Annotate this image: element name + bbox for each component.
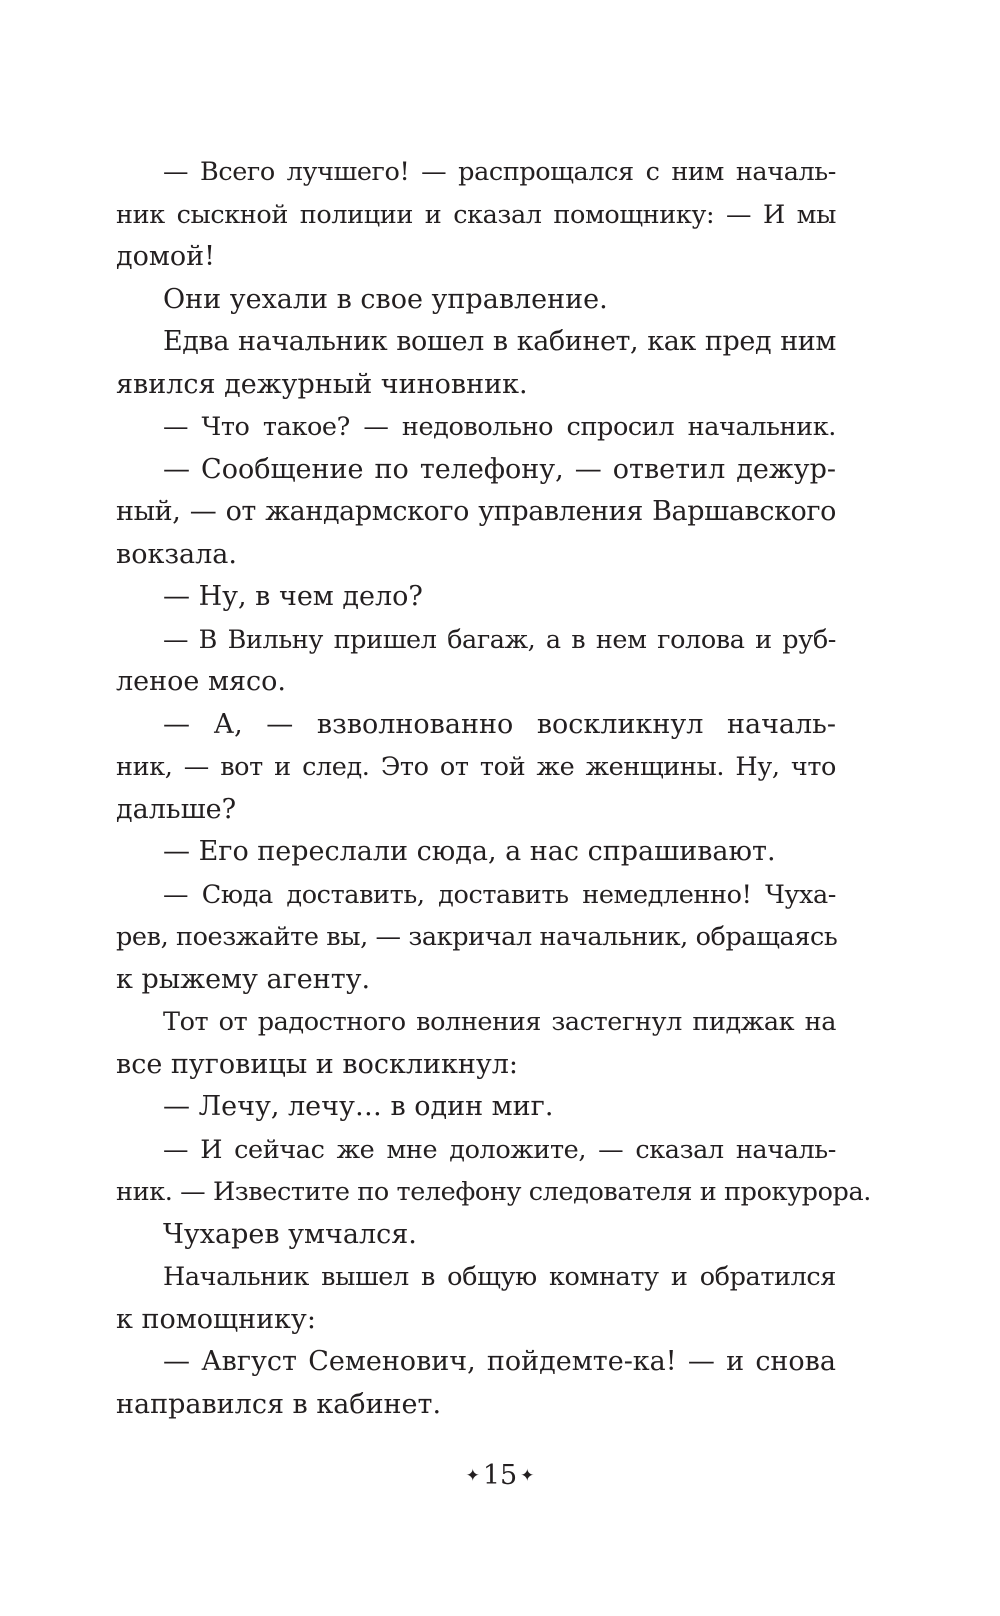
text-line: Едва начальник вошел в кабинет, как пред ним: [163, 326, 836, 357]
page-footer: [0, 1459, 1000, 1493]
text-line: домой!: [116, 241, 215, 272]
text-line: — И сейчас же мне доложите, — сказал началь-: [163, 1134, 836, 1165]
text-line: к помощнику:: [116, 1303, 316, 1335]
text-line: все пуговицы и воскликнул:: [116, 1048, 518, 1080]
text-line: — Ну, в чем дело?: [163, 581, 423, 612]
text-line: ник. — Известите по телефону следователя и прокурора.: [116, 1177, 871, 1207]
text-line: — Сообщение по телефону, — ответил дежур-: [163, 453, 836, 485]
text-line: ник, — вот и след. Это от той же женщины. Ну, что: [116, 752, 836, 782]
text-line: — Его переслали сюда, а нас спрашивают.: [163, 836, 776, 867]
text-line: Они уехали в свое управление.: [163, 283, 608, 315]
text-line: к рыжему агенту.: [116, 963, 371, 995]
text-line: дальше?: [116, 793, 237, 825]
text-line: ник сыскной полиции и сказал помощнику: — И мы: [116, 199, 836, 230]
ornament-star-icon: ✦: [520, 1466, 535, 1486]
page-number: 15: [482, 1460, 518, 1491]
body-text: [116, 151, 871, 1426]
text-line: — Всего лучшего! — распрощался с ним началь-: [163, 157, 836, 187]
text-line: Чухарев умчался.: [163, 1218, 417, 1250]
text-line: ный, — от жандармского управления Варшавского: [116, 496, 836, 527]
text-line: — А, — взволнованно воскликнул началь-: [163, 708, 836, 740]
text-line: Тот от радостного волнения застегнул пиджак на: [163, 1007, 836, 1037]
text-line: — В Вильну пришел багаж, а в нем голова и руб-: [163, 624, 836, 655]
text-line: — Что такое? — недовольно спросил начальник.: [163, 412, 836, 442]
text-line: леное мясо.: [116, 666, 286, 697]
text-line: явился дежурный чиновник.: [116, 368, 528, 400]
text-line: вокзала.: [116, 538, 237, 570]
text-line: Начальник вышел в общую комнату и обратился: [163, 1262, 836, 1292]
text-line: рев, поезжайте вы, — закричал начальник, обращаясь: [116, 922, 838, 952]
ornament-star-icon: ✦: [465, 1466, 480, 1486]
text-line: направился в кабинет.: [116, 1388, 442, 1420]
text-line: — Август Семенович, пойдемте-ка! — и снова: [163, 1346, 836, 1377]
text-line: — Лечу, лечу… в один миг.: [163, 1091, 554, 1122]
text-line: — Сюда доставить, доставить немедленно! Чуха-: [163, 879, 836, 910]
